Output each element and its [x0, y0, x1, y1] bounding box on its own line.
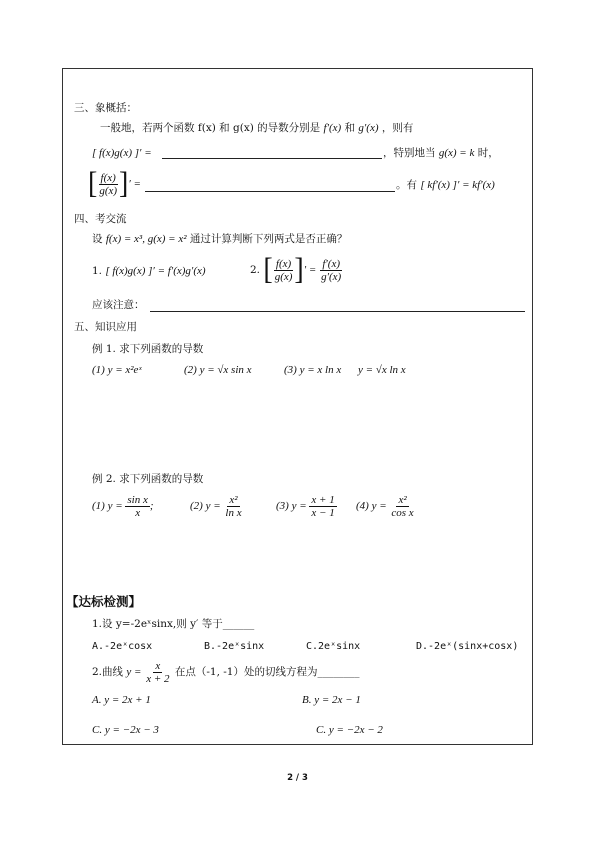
ex2-3-den: x − 1	[311, 506, 335, 519]
claim-2-label: 2.	[250, 264, 261, 276]
constant-multiple-rule: [ kf′(x) ]′ = kf′(x)	[420, 179, 495, 191]
check-q2-choice[interactable]: C. y = −2x − 3	[92, 724, 159, 736]
example1-item: y = √x ln x	[358, 364, 406, 376]
claim-1-label: 1.	[92, 265, 103, 277]
check-title: 【达标检测】	[66, 594, 142, 609]
quotient-rule-lhs	[88, 166, 141, 201]
special-gk: g(x) = k	[438, 147, 475, 159]
check-q1-choice[interactable]: A.-2eˣcosx	[92, 641, 153, 652]
intro-and: 和	[344, 122, 356, 134]
special-text-b: 时，	[477, 147, 499, 159]
example2-item-2	[190, 492, 244, 520]
claim-2-rhs-fraction	[319, 258, 343, 283]
check-q1-choice[interactable]: C.2eˣsinx	[306, 641, 361, 652]
setup-text-a: 设	[92, 233, 103, 245]
note-blank[interactable]	[150, 311, 525, 312]
intro-fprime: f′(x)	[323, 122, 342, 134]
setup-text-b: 通过计算判断下列两式是否正确？	[189, 233, 348, 245]
quotient-eq: =	[133, 178, 141, 190]
intro-text-b: ，则有	[381, 122, 414, 134]
right-bracket: ]	[294, 252, 304, 287]
section3-title: 三、象概括：	[74, 102, 137, 114]
ex2-2-pre: (2) y =	[190, 500, 221, 512]
section4-title: 四、考交流	[74, 213, 127, 225]
q2-pre: y =	[126, 666, 142, 678]
example1-item: (2) y = √x sin x	[184, 364, 252, 376]
check-q1-choice[interactable]: D.-2eˣ(sinx+cosx)	[416, 641, 519, 652]
section5-title: 五、知识应用	[74, 321, 137, 333]
product-rule-lhs: [ f(x)g(x) ]′ =	[92, 147, 152, 159]
quotient-rule-blank[interactable]	[145, 191, 395, 192]
ex2-1-num: sin x	[127, 493, 148, 506]
claim-2-lhs-num: f(x)	[275, 257, 292, 270]
special-text-a: ，特别地当	[383, 147, 436, 159]
intro-text-a: 一般地，若两个函数 f(x) 和 g(x) 的导数分别是	[100, 122, 321, 134]
q2-text-a: 2.曲线	[92, 666, 124, 678]
claim-1-formula: [ f(x)g(x) ]′ = f′(x)g′(x)	[105, 265, 206, 277]
example2-item-3	[276, 492, 337, 520]
claim-2	[250, 252, 343, 287]
intro-gprime: g′(x)	[358, 122, 379, 134]
product-rule-blank[interactable]	[162, 158, 382, 159]
section3-intro	[100, 121, 413, 135]
ex2-3-fraction	[309, 494, 336, 519]
ex2-4-num: x²	[398, 493, 407, 506]
special-case	[383, 146, 499, 160]
quotient-den: g(x)	[99, 184, 118, 197]
quotient-prime: ′	[128, 178, 131, 190]
claim-2-lhs-fraction	[273, 258, 295, 283]
ex2-1-post: ;	[149, 500, 154, 512]
left-bracket: [	[263, 252, 273, 287]
ex2-4-fraction	[389, 494, 415, 519]
check-q2-choice[interactable]: A. y = 2x + 1	[92, 694, 151, 706]
ex2-2-fraction	[223, 494, 243, 519]
example2-title: 例 2. 求下列函数的导数	[92, 473, 204, 485]
q2-text-b: 在点（-1, -1）处的切线方程为________	[174, 666, 360, 678]
check-q2-choice[interactable]: B. y = 2x − 1	[302, 694, 361, 706]
claim-2-eq: =	[308, 264, 317, 276]
note-label: 应该注意：	[92, 299, 145, 311]
example1-item: (3) y = x ln x	[284, 364, 342, 376]
ex2-2-num: x²	[229, 493, 238, 506]
quotient-tail-text: 。有	[396, 179, 417, 191]
q2-den: x + 2	[146, 672, 170, 685]
right-bracket: ]	[119, 166, 129, 201]
ex2-3-num: x + 1	[311, 493, 335, 506]
ex2-1-den: x	[135, 506, 141, 519]
claim-2-rhs-num: f′(x)	[322, 257, 340, 270]
claim-2-prime: ′	[303, 264, 307, 276]
page-number: 2 / 3	[287, 773, 308, 783]
ex2-2-den: ln x	[225, 506, 242, 519]
claim-1	[92, 264, 206, 278]
setup-formula: f(x) = x³, g(x) = x²	[105, 233, 187, 245]
check-q1-choice[interactable]: B.-2eˣsinx	[204, 641, 265, 652]
quotient-fraction	[97, 172, 119, 197]
left-bracket: [	[88, 166, 98, 201]
check-q1: 1.设 y=-2eˣsinx,则 y′ 等于______	[92, 618, 255, 630]
example1-item: (1) y = x²eˣ	[92, 364, 142, 376]
claim-2-rhs-den: g′(x)	[321, 270, 342, 283]
ex2-3-pre: (3) y =	[276, 500, 307, 512]
section4-setup	[92, 232, 347, 246]
example2-item-1	[92, 492, 154, 520]
example2-item-4	[356, 492, 416, 520]
q2-num: x	[155, 659, 161, 672]
ex2-4-pre: (4) y =	[356, 500, 387, 512]
ex2-1-pre: (1) y =	[92, 500, 123, 512]
ex2-1-fraction	[125, 494, 149, 519]
claim-2-lhs-den: g(x)	[274, 270, 293, 283]
ex2-4-den: cos x	[391, 506, 414, 519]
check-q2	[92, 658, 359, 686]
quotient-tail	[396, 178, 495, 192]
example1-title: 例 1. 求下列函数的导数	[92, 343, 204, 355]
q2-fraction	[144, 660, 171, 685]
quotient-num: f(x)	[100, 171, 116, 184]
check-q2-choice[interactable]: C. y = −2x − 2	[316, 724, 383, 736]
